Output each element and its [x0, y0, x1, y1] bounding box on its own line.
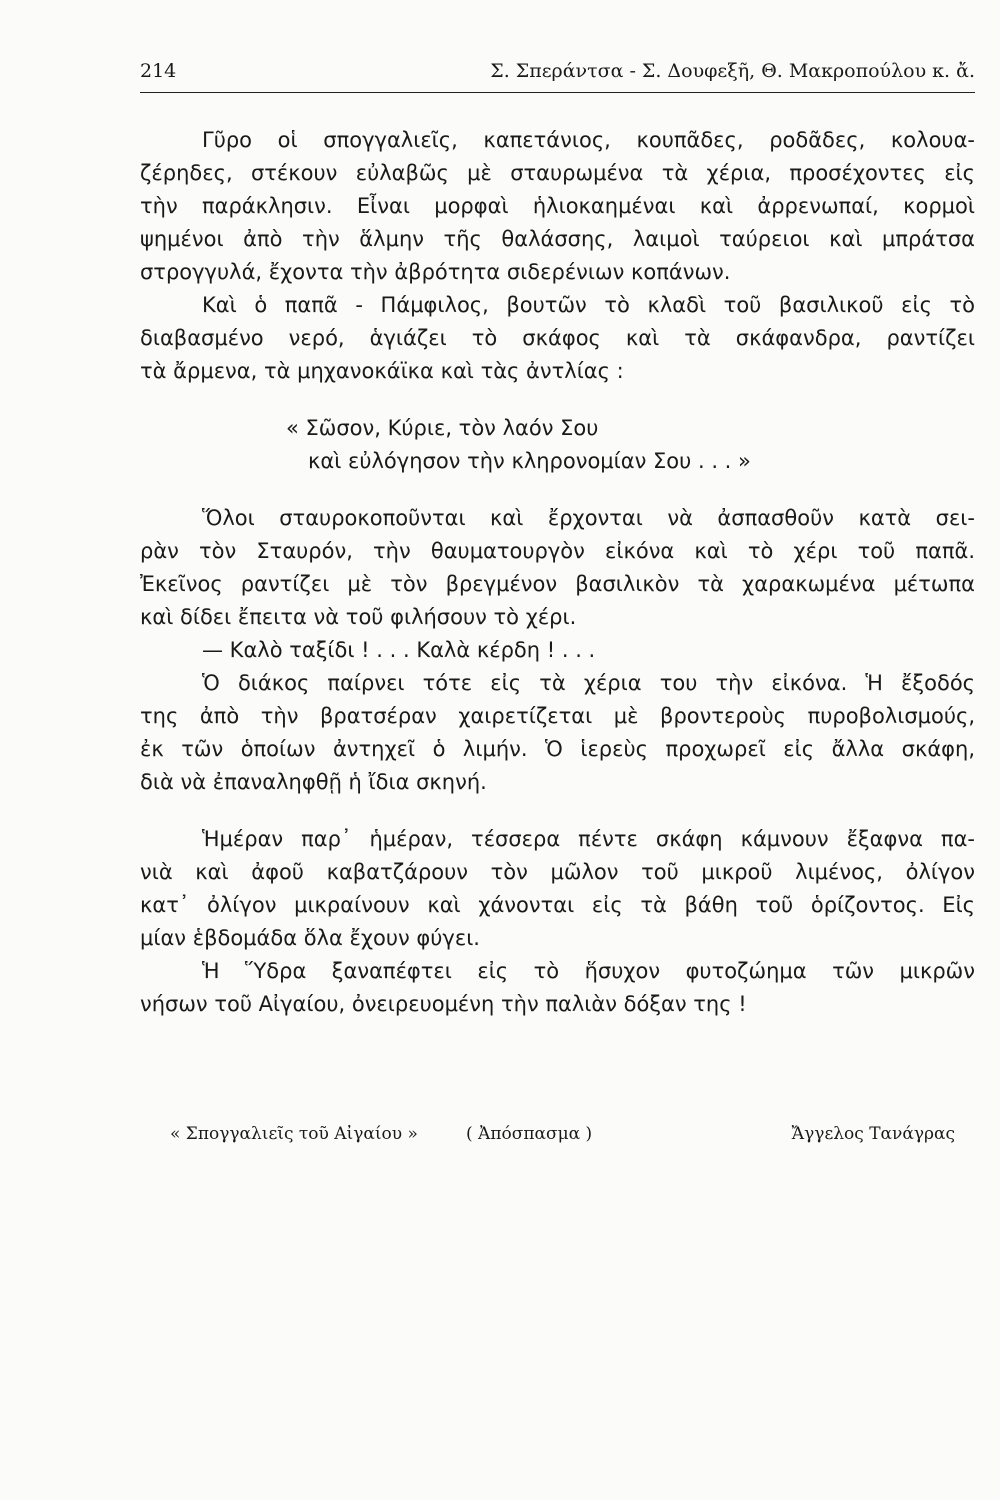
text-line: τὴν παράκλησιν. Εἶναι μορφαὶ ἡλιοκαημέναι καὶ ἀρρενωπαί, κορμοὶ: [140, 194, 975, 218]
spacer: [140, 799, 975, 823]
text-line: κατ᾽ ὀλίγον μικραίνουν καὶ χάνονται εἰς τὰ βάθη τοῦ ὁρίζοντος. Εἰς: [140, 893, 975, 917]
verse-line: καὶ εὐλόγησον τὴν κληρονομίαν Σου . . . »: [308, 449, 751, 473]
text-line: Ἡμέραν παρ᾽ ἡμέραν, τέσσερα πέντε σκάφη κάμνουν ἔξαφνα πα-: [202, 827, 975, 851]
text-line: της ἀπὸ τὴν βρατσέραν χαιρετίζεται μὲ βροντεροὺς πυροβολισμούς,: [140, 704, 975, 728]
source-title: « Σπογγαλιεῖς τοῦ Αἰγαίου »: [170, 1124, 418, 1144]
spacer: [140, 388, 975, 412]
text-line: ψημένοι ἀπὸ τὴν ἅλμην τῆς θαλάσσης, λαιμοὶ ταύρειοι καὶ μπράτσα: [140, 227, 975, 251]
author-name: Ἄγγελος Τανάγρας: [791, 1124, 955, 1144]
text-line: μίαν ἑβδομάδα ὅλα ἔχουν φύγει.: [140, 926, 480, 950]
spacer: [140, 478, 975, 502]
text-line: ρὰν τὸν Σταυρόν, τὴν θαυματουργὸν εἰκόνα καὶ τὸ χέρι τοῦ παπᾶ.: [140, 539, 975, 563]
paragraph: [140, 124, 975, 289]
running-head: Σ. Σπεράντσα - Σ. Δουφεξῆ, Θ. Μακροπούλου κ. ἄ.: [490, 60, 975, 82]
text-line: — Καλὸ ταξίδι ! . . . Καλὰ κέρδη ! . . .: [202, 638, 596, 662]
page-number: 214: [140, 60, 177, 82]
quoted-verse: [140, 412, 975, 478]
paragraph: [140, 667, 975, 799]
excerpt-note: ( Ἀπόσπασμα ): [466, 1124, 593, 1144]
text-line: Ἐκεῖνος ραντίζει μὲ τὸν βρεγμένον βασιλικὸν τὰ χαρακωμένα μέτωπα: [140, 572, 975, 596]
paragraph: [140, 955, 975, 1021]
text-line: στρογγυλά, ἔχοντα τὴν ἀβρότητα σιδερένιων κοπάνων.: [140, 260, 731, 284]
text-line: Γῦρο οἱ σπογγαλιεῖς, καπετάνιος, κουπᾶδες, ροδᾶδες, κολουα-: [202, 128, 975, 152]
text-line: διὰ νὰ ἐπαναληφθῇ ἡ ἴδια σκηνή.: [140, 770, 487, 794]
text-line: ἐκ τῶν ὁποίων ἀντηχεῖ ὁ λιμήν. Ὁ ἱερεὺς προχωρεῖ εἰς ἄλλα σκάφη,: [140, 737, 975, 761]
text-line: διαβασμένο νερό, ἁγιάζει τὸ σκάφος καὶ τὰ σκάφανδρα, ραντίζει: [140, 326, 975, 350]
text-line: Ὁ διάκος παίρνει τότε εἰς τὰ χέρια του τὴν εἰκόνα. Ἡ ἔξοδός: [202, 671, 975, 695]
text-line: νιὰ καὶ ἀφοῦ καβατζάρουν τὸν μῶλον τοῦ μικροῦ λιμένος, ὀλίγον: [140, 860, 975, 884]
paragraph: [140, 289, 975, 388]
text-line: Ἡ Ὕδρα ξαναπέφτει εἰς τὸ ἥσυχον φυτοζώημα τῶν μικρῶν: [202, 959, 975, 983]
text-line: Καὶ ὁ παπᾶ - Πάμφιλος, βουτῶν τὸ κλαδὶ τοῦ βασιλικοῦ εἰς τὸ: [202, 293, 975, 317]
text-line: νήσων τοῦ Αἰγαίου, ὀνειρευομένη τὴν παλιὰν δόξαν της !: [140, 992, 747, 1016]
attribution: [170, 1124, 955, 1154]
page-header: [140, 60, 975, 96]
paragraph: [140, 823, 975, 955]
text-line: Ὅλοι σταυροκοποῦνται καὶ ἔρχονται νὰ ἀσπασθοῦν κατὰ σει-: [202, 506, 975, 530]
text-line: ζέρηδες, στέκουν εὐλαβῶς μὲ σταυρωμένα τὰ χέρια, προσέχοντες εἰς: [140, 161, 975, 185]
header-rule: [140, 92, 975, 93]
paragraph: [140, 502, 975, 634]
paragraph: [140, 634, 975, 667]
body-text: [140, 124, 975, 1021]
text-line: τὰ ἄρμενα, τὰ μηχανοκάϊκα καὶ τὰς ἀντλίας :: [140, 359, 624, 383]
verse-line: « Σῶσον, Κύριε, τὸν λαόν Σου: [286, 416, 599, 440]
text-line: καὶ δίδει ἔπειτα νὰ τοῦ φιλήσουν τὸ χέρι.: [140, 605, 577, 629]
